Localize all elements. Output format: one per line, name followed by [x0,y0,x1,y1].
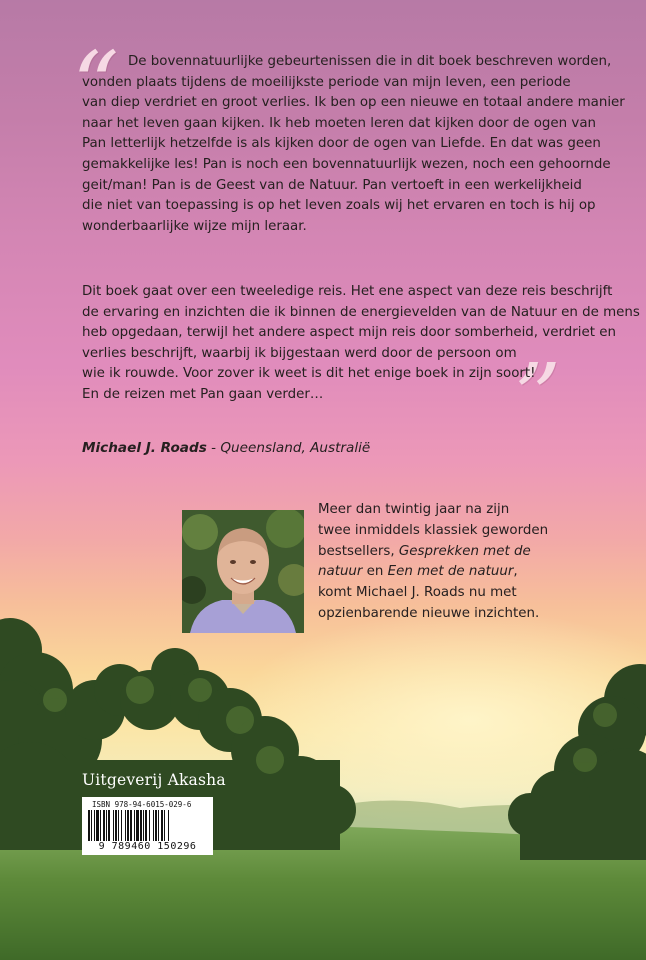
barcode-bar [158,810,159,841]
bio-line: komt Michael J. Roads nu met [318,585,517,601]
barcode-bar [161,810,163,841]
quote-paragraph-2 [82,282,640,406]
text-line: de ervaring en inzichten die ik binnen de energievelden van de Natuur en de mens [82,304,640,320]
author-photo [182,510,304,633]
isbn-label: ISBN 978-94-6015-029-6 [92,800,192,809]
barcode-bar [140,810,142,841]
isbn-barcode [82,797,213,855]
text-line: Pan letterlijk hetzelfde is als kijken door de ogen van Liefde. En dat was geen [82,136,601,152]
author-portrait-image [182,510,304,633]
quote-paragraph-1 [82,52,625,237]
barcode-bar [134,810,135,841]
barcode-bar [106,810,107,841]
barcode-bar [118,810,119,841]
text-line: wie ik rouwde. Voor zover ik weet is dit het enige boek in zijn soort! [82,366,536,382]
barcode-bar [113,810,114,841]
text-line: De bovennatuurlijke gebeurtenissen die in dit boek beschreven worden, [128,54,612,69]
barcode-bar [136,810,139,841]
author-name: Michael J. Roads [82,440,207,456]
text-line: naar het leven gaan kijken. Ik heb moeten leren dat kijken door de ogen van [82,115,597,131]
author-attribution [82,440,370,456]
author-separator: - [206,440,221,456]
publisher-name: Uitgeverij Akasha [82,771,226,789]
barcode-bar [94,810,95,841]
barcode-bar [155,810,157,841]
barcode-bar [125,810,126,841]
barcode-bar [168,810,169,841]
barcode-bar [115,810,117,841]
text-line: gemakkelijke les! Pan is noch een bovennatuurlijk wezen, noch een gehoornde [82,156,611,172]
text-line: van diep verdriet en groot verlies. Ik ben op een nieuwe en totaal andere manier [82,95,625,111]
barcode-bar [143,810,144,841]
bio-text: , [513,564,518,580]
text-line: wonderbaarlijke wijze mijn leraar. [82,218,307,234]
bio-line: twee inmiddels klassiek geworden [318,522,549,538]
text-line: heb opgedaan, terwijl het andere aspect mijn reis door somberheid, verdriet en [82,325,616,341]
barcode-bar [108,810,110,841]
barcode-bar [127,810,129,841]
text-line: verlies beschrijft, waarbij ik bijgestaan werd door de persoon om [82,345,517,361]
bio-line: opzienbarende nieuwe inzichten. [318,605,540,621]
text-line: En de reizen met Pan gaan verder… [82,386,324,402]
bio-line [318,542,548,563]
barcode-bar [103,810,105,841]
closing-quote-mark: ” [514,344,562,451]
barcode-digits: 9 789460 150296 [98,841,197,852]
barcode-bar [100,810,101,841]
book-title: natuur [318,564,363,580]
barcode-bar [130,810,132,841]
barcode-bars [86,810,209,841]
text-line: Dit boek gaat over een tweeledige reis. Het ene aspect van deze reis beschrijft [82,284,613,299]
author-place: Queensland, Australië [220,440,371,456]
bio-text: bestsellers, [318,543,399,559]
book-title: Gesprekken met de [398,543,531,559]
opening-quote-mark: “ [72,32,120,139]
text-line: die niet van toepassing is op het leven zoals wij het ervaren en toch is hij op [82,198,596,214]
bio-line [318,562,548,583]
book-title: Een met de natuur [387,564,514,580]
barcode-bar [96,810,99,841]
author-bio [318,500,548,625]
barcode-bar [145,810,147,841]
text-line: vonden plaats tijdens de moeilijkste periode van mijn leven, een periode [82,74,571,90]
barcode-bar [91,810,92,841]
bio-line: Meer dan twintig jaar na zijn [318,502,510,517]
text-line: geit/man! Pan is de Geest van de Natuur. Pan vertoeft in een werkelijkheid [82,177,582,193]
barcode-bar [121,810,122,841]
barcode-bar [153,810,154,841]
barcode-bar [149,810,150,841]
bio-text: en [362,564,388,580]
barcode-bar [164,810,165,841]
barcode-bar [88,810,90,841]
